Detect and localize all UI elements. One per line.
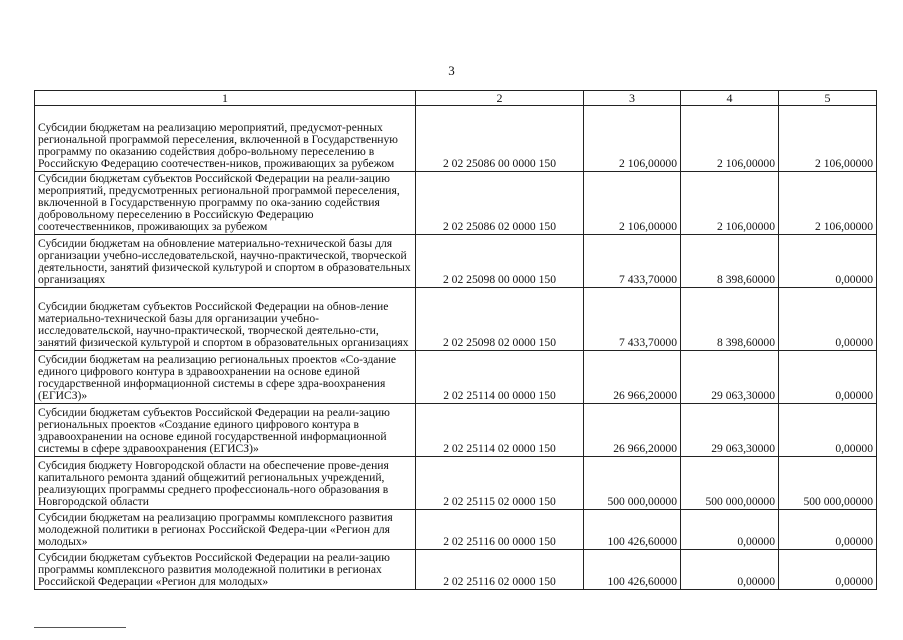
row-value-col-3: 7 433,70000: [584, 235, 681, 288]
row-value-col-4: 0,00000: [681, 550, 779, 590]
row-value-col-3: 2 106,00000: [584, 106, 681, 172]
row-value-col-4: 29 063,30000: [681, 404, 779, 457]
row-value-col-3: 26 966,20000: [584, 404, 681, 457]
row-name-cell: Субсидии бюджетам на реализацию региональных проектов «Со-здание единого цифрового контура в здравоохранении на основе единой государственной информационной системы в сфере здра-воохранения (ЕГИСЗ)»: [35, 351, 416, 404]
row-code-cell: 2 02 25098 02 0000 150: [416, 288, 584, 351]
row-value-col-4: 2 106,00000: [681, 172, 779, 235]
table-row: [35, 288, 877, 351]
row-code-cell: 2 02 25098 00 0000 150: [416, 235, 584, 288]
table-row: [35, 172, 877, 235]
subsidies-table: [34, 90, 877, 590]
table-body: [35, 91, 877, 590]
row-code-cell: 2 02 25115 02 0000 150: [416, 457, 584, 510]
row-name-cell: Субсидии бюджетам субъектов Российской Федерации на реали-зацию программы комплексного развития молодежной политики в регионах Российской Федерации «Регион для молодых»: [35, 550, 416, 590]
row-name-cell: Субсидии бюджетам субъектов Российской Федерации на реали-зацию региональных проектов «Создание единого цифрового контура в здравоохранении на основе единой государственной информационной системы в сфере здравоохранения (ЕГИСЗ)»: [35, 404, 416, 457]
row-value-col-5: 0,00000: [779, 510, 877, 550]
header-col-2: 2: [416, 91, 584, 106]
footnote-divider: [34, 627, 126, 628]
row-name-cell: Субсидии бюджетам субъектов Российской Федерации на реали-зацию мероприятий, предусмотренных региональной программой переселения, включенной в Государственную программу по ока-занию содействия добровольному переселению в Российскую Федерацию соотечественников, проживающих за рубежом: [35, 172, 416, 235]
row-name-cell: Субсидии бюджетам на реализацию мероприятий, предусмот-ренных региональной программой переселения, включенной в Государственную программу по оказанию содействия добро-вольному переселению в Российскую Федерацию соотечествен-ников, проживающих за рубежом: [35, 106, 416, 172]
row-code-cell: 2 02 25086 02 0000 150: [416, 172, 584, 235]
row-code-cell: 2 02 25086 00 0000 150: [416, 106, 584, 172]
header-col-3: 3: [584, 91, 681, 106]
row-value-col-4: 8 398,60000: [681, 235, 779, 288]
table-row: [35, 404, 877, 457]
header-col-1: 1: [35, 91, 416, 106]
row-value-col-4: 0,00000: [681, 510, 779, 550]
row-value-col-5: 0,00000: [779, 288, 877, 351]
row-name-cell: Субсидии бюджетам на реализацию программы комплексного развития молодежной политики в регионах Российской Федера-ции «Регион для молодых»: [35, 510, 416, 550]
table-row: [35, 457, 877, 510]
row-code-cell: 2 02 25116 02 0000 150: [416, 550, 584, 590]
header-col-5: 5: [779, 91, 877, 106]
row-name-cell: Субсидии бюджетам на обновление материально-технической базы для организации учебно-исследовательской, научно-практической, творческой деятельности, занятий физической культурой и спортом в образовательных организациях: [35, 235, 416, 288]
row-value-col-4: 8 398,60000: [681, 288, 779, 351]
row-value-col-3: 7 433,70000: [584, 288, 681, 351]
row-value-col-4: 29 063,30000: [681, 351, 779, 404]
row-value-col-3: 2 106,00000: [584, 172, 681, 235]
row-value-col-3: 100 426,60000: [584, 510, 681, 550]
row-value-col-3: 100 426,60000: [584, 550, 681, 590]
table-row: [35, 351, 877, 404]
page-number: 3: [448, 63, 455, 78]
row-code-cell: 2 02 25114 00 0000 150: [416, 351, 584, 404]
row-value-col-5: 0,00000: [779, 404, 877, 457]
row-name-cell: Субсидия бюджету Новгородской области на обеспечение прове-дения капитального ремонта зданий общежитий региональных учреждений, реализующих программы среднего профессиональ-ного образования в Новгородской области: [35, 457, 416, 510]
row-value-col-4: 500 000,00000: [681, 457, 779, 510]
row-value-col-5: 2 106,00000: [779, 106, 877, 172]
row-value-col-3: 26 966,20000: [584, 351, 681, 404]
table-header-row: [35, 91, 877, 106]
row-value-col-3: 500 000,00000: [584, 457, 681, 510]
table-row: [35, 550, 877, 590]
table-row: [35, 106, 877, 172]
row-code-cell: 2 02 25114 02 0000 150: [416, 404, 584, 457]
row-value-col-5: 0,00000: [779, 351, 877, 404]
row-value-col-5: 0,00000: [779, 235, 877, 288]
row-name-cell: Субсидии бюджетам субъектов Российской Федерации на обнов-ление материально-технической базы для организации учебно-исследовательской, научно-практической, творческой деятельно-сти, занятий физической культурой и спортом в образовательных организациях: [35, 288, 416, 351]
table-row: [35, 510, 877, 550]
row-value-col-4: 2 106,00000: [681, 106, 779, 172]
row-code-cell: 2 02 25116 00 0000 150: [416, 510, 584, 550]
row-value-col-5: 2 106,00000: [779, 172, 877, 235]
row-value-col-5: 0,00000: [779, 550, 877, 590]
table-row: [35, 235, 877, 288]
header-col-4: 4: [681, 91, 779, 106]
row-value-col-5: 500 000,00000: [779, 457, 877, 510]
